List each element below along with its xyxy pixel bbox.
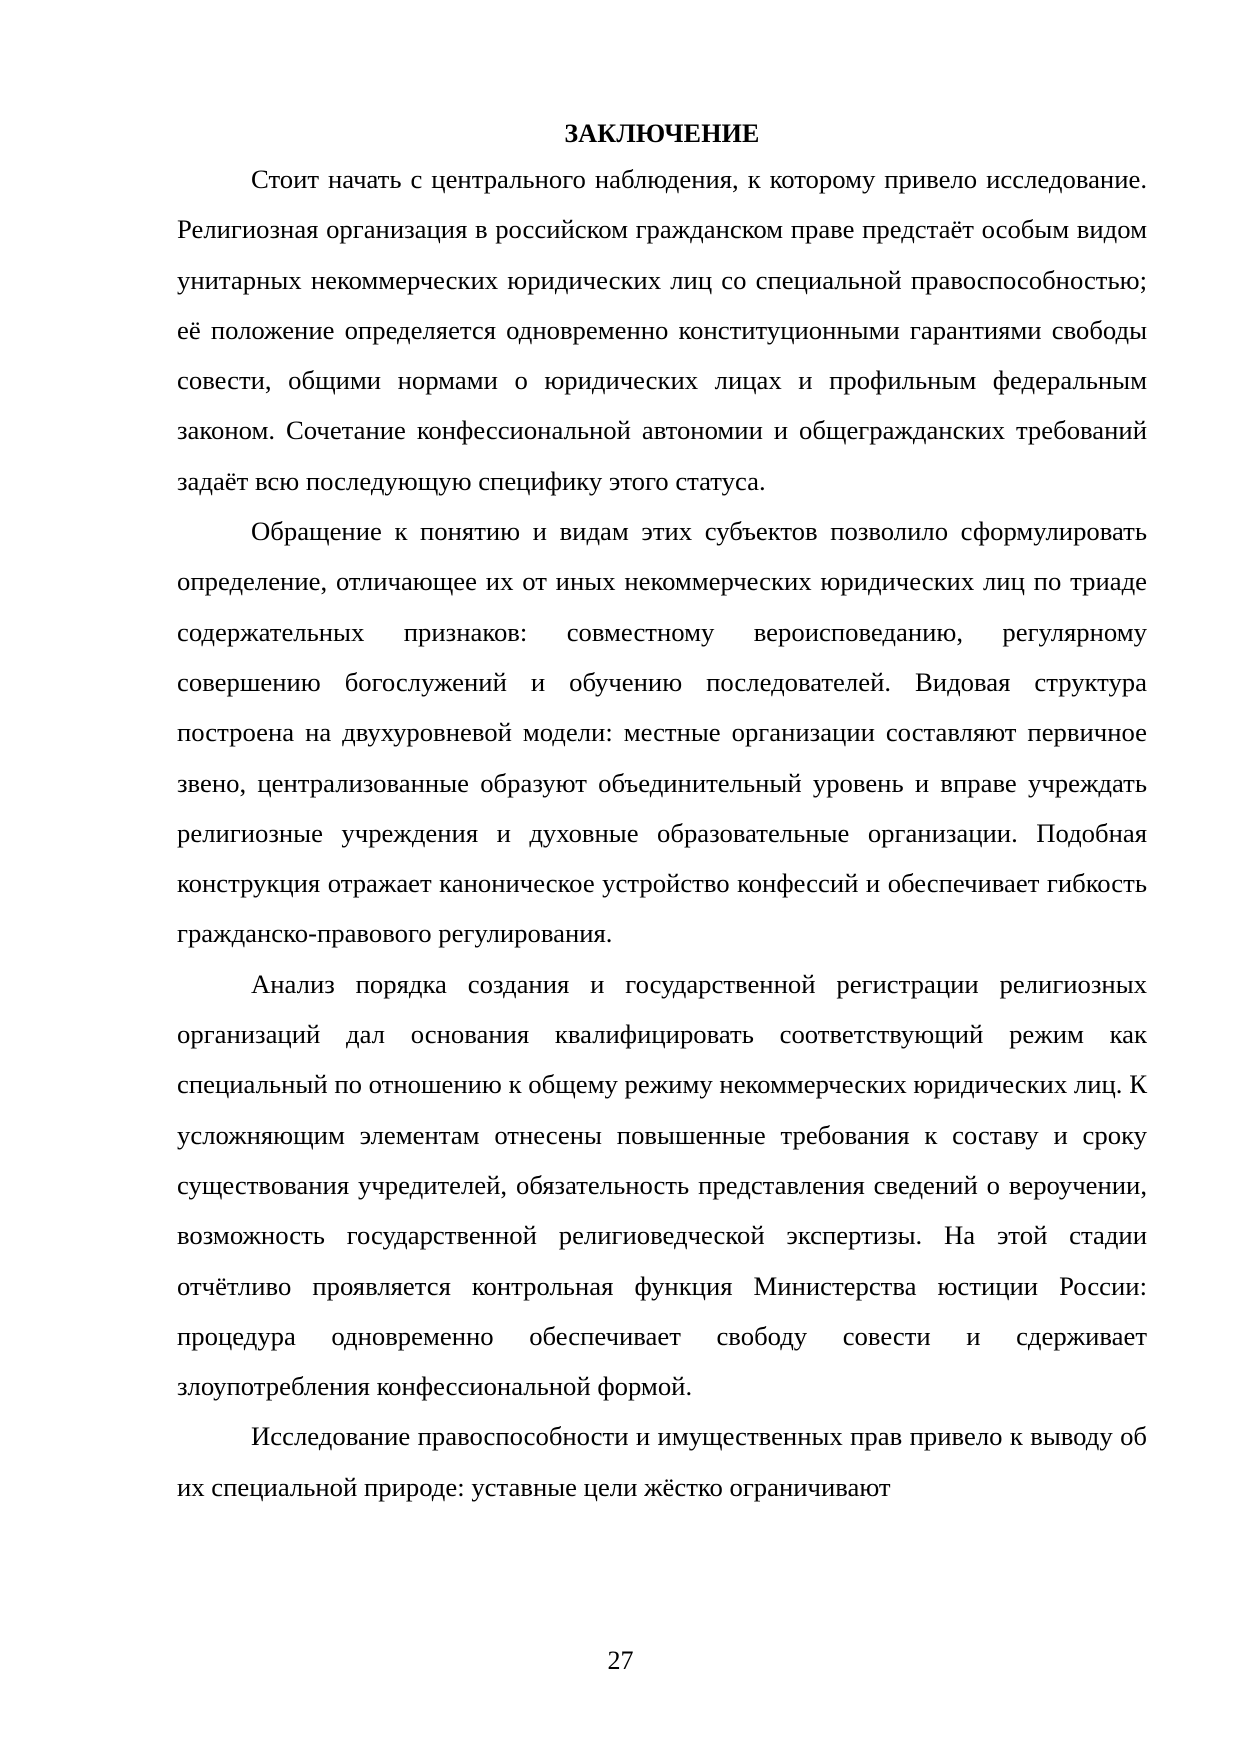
paragraph-3: Анализ порядка создания и государственной регистрации религиозных организаций дал основания квалифицировать соответствующий режим как специальный по отношению к общему режиму некоммерческих юридических лиц. К усложняющим элементам отнесены повышенные требования к составу и сроку существования учредителей, обязательность представления сведений о вероучении, возможность государственной религиоведческой экспертизы. На этой стадии отчётливо проявляется контрольная функция Министерства юстиции России: процедура одновременно обеспечивает свободу совести и сдерживает злоупотребления конфессиональной формой. (177, 968, 1147, 1402)
page-content (177, 114, 1147, 1512)
section-heading: ЗАКЛЮЧЕНИЕ (564, 119, 760, 148)
paragraph-1: Стоит начать с центрального наблюдения, к которому привело исследование. Религиозная организация в российском гражданском праве предстаёт особым видом унитарных некоммерческих юридических лиц со специальной правоспособностью; её положение определяется одновременно конституционными гарантиями свободы совести, общими нормами о юридических лицах и профильным федеральным законом. Сочетание конфессиональной автономии и общегражданских требований задаёт всю последующую специфику этого статуса. (177, 164, 1147, 496)
paragraph-4: Исследование правоспособности и имущественных прав привело к выводу об их специальной природе: уставные цели жёстко ограничивают (177, 1421, 1147, 1502)
paragraph-2: Обращение к понятию и видам этих субъектов позволило сформулировать определение, отличающее их от иных некоммерческих юридических лиц по триаде содержательных признаков: совместному вероисповеданию, регулярному совершению богослужений и обучению последователей. Видовая структура построена на двухуровневой модели: местные организации составляют первичное звено, централизованные образуют объединительный уровень и вправе учреждать религиозные учреждения и духовные образовательные организации. Подобная конструкция отражает каноническое устройство конфессий и обеспечивает гибкость гражданско-правового регулирования. (177, 516, 1147, 949)
page-number: 27 (607, 1646, 634, 1675)
